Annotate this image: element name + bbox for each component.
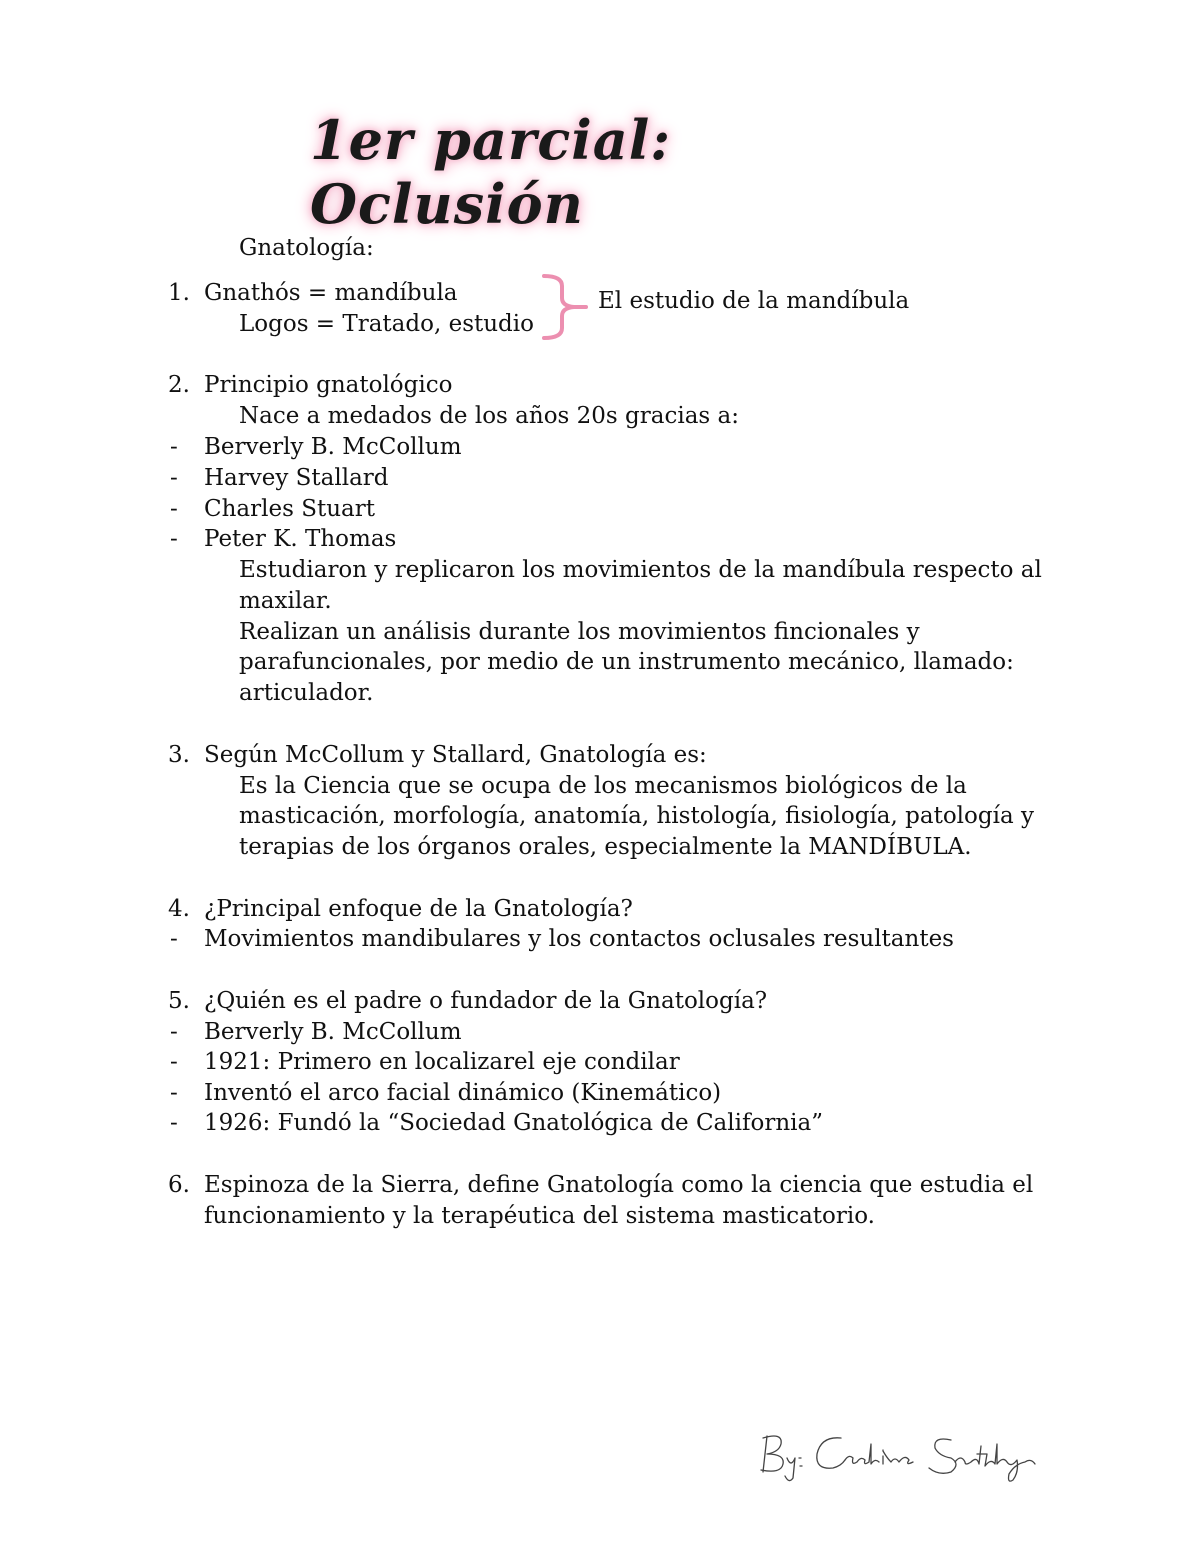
body-line: Estudiaron y replicaron los movimientos de la mandíbula respecto al (239, 557, 1042, 583)
bullet-item: Charles Stuart (204, 496, 375, 522)
item-intro: Nace a medados de los años 20s gracias a: (239, 403, 739, 429)
brace-icon (540, 272, 588, 342)
section-heading: Gnatología: (239, 235, 374, 261)
bullet-dash: - (170, 1080, 178, 1106)
item-title: Según McCollum y Stallard, Gnatología es: (204, 742, 707, 768)
bullet-dash: - (170, 1019, 178, 1045)
bullet-item: Berverly B. McCollum (204, 1019, 462, 1045)
body-line: Es la Ciencia que se ocupa de los mecanismos biológicos de la (239, 773, 967, 799)
item-title: ¿Quién es el padre o fundador de la Gnatología? (204, 988, 768, 1014)
bullet-item: Harvey Stallard (204, 465, 389, 491)
bullet-item: Peter K. Thomas (204, 526, 397, 552)
item-number: 3. (168, 742, 190, 768)
bullet-item: Movimientos mandibulares y los contactos oclusales resultantes (204, 926, 954, 952)
body-line: masticación, morfología, anatomía, histología, fisiología, patología y (239, 803, 1034, 829)
bullet-dash: - (170, 1110, 178, 1136)
body-line: articulador. (239, 680, 374, 706)
bullet-item: Berverly B. McCollum (204, 434, 462, 460)
bullet-dash: - (170, 926, 178, 952)
item-line: Espinoza de la Sierra, define Gnatología como la ciencia que estudia el (204, 1172, 1034, 1198)
item-title: ¿Principal enfoque de la Gnatología? (204, 896, 633, 922)
item-number: 5. (168, 988, 190, 1014)
bullet-item: 1921: Primero en localizarel eje condilar (204, 1049, 680, 1075)
bullet-item: Inventó el arco facial dinámico (Kinemático) (204, 1080, 722, 1106)
body-line: Realizan un análisis durante los movimientos fincionales y (239, 619, 920, 645)
item-line: Logos = Tratado, estudio (239, 311, 534, 337)
bullet-dash: - (170, 1049, 178, 1075)
signature (755, 1428, 1045, 1484)
brace-note: El estudio de la mandíbula (598, 288, 910, 314)
item-line: funcionamiento y la terapéutica del sistema masticatorio. (204, 1203, 875, 1229)
bullet-dash: - (170, 434, 178, 460)
item-title: Principio gnatológico (204, 372, 453, 398)
body-line: maxilar. (239, 588, 332, 614)
body-line: parafuncionales, por medio de un instrumento mecánico, llamado: (239, 649, 1014, 675)
item-number: 6. (168, 1172, 190, 1198)
bullet-item: 1926: Fundó la “Sociedad Gnatológica de California” (204, 1110, 823, 1136)
page-title: 1er parcial: Oclusión (310, 108, 672, 236)
bullet-dash: - (170, 526, 178, 552)
item-number: 1. (168, 280, 190, 306)
item-line: Gnathós = mandíbula (204, 280, 458, 306)
bullet-dash: - (170, 496, 178, 522)
item-number: 4. (168, 896, 190, 922)
item-number: 2. (168, 372, 190, 398)
body-line: terapias de los órganos orales, especialmente la MANDÍBULA. (239, 834, 972, 860)
bullet-dash: - (170, 465, 178, 491)
